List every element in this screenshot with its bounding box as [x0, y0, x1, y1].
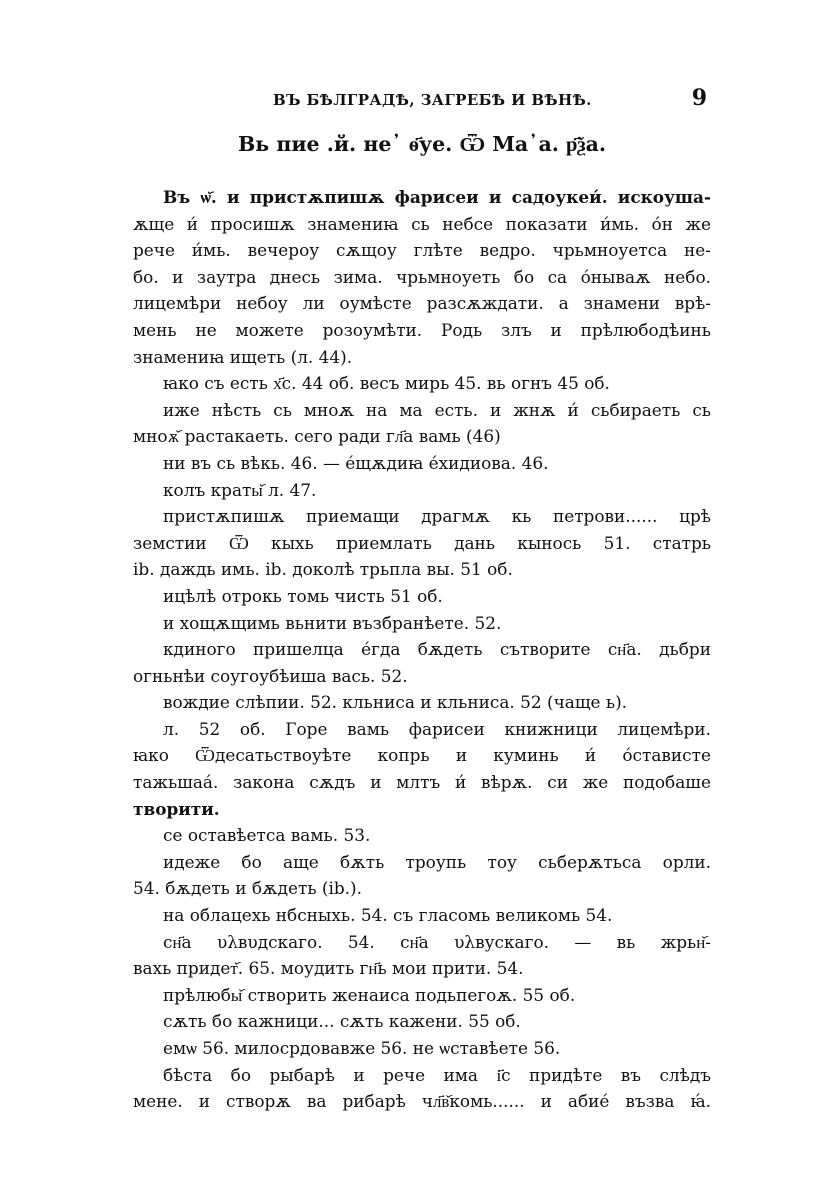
text-line: мноѫ᷃ растакаеть. сего ради гл҃а вамь (46) [133, 426, 501, 447]
text-line: вождие слѣпии. 52. кльниса и кльниса. 52 (чаще ь). [163, 692, 628, 713]
text-line: идеже бо аще бѫть троупь тоу сьберѫтьса орли. [163, 851, 711, 872]
section-heading: Вь пие .й. не᾽ ѳ҃уе. Ѿ Ма᾽а. р҃ѯа. [237, 132, 607, 156]
text-line: и хощѫщимь вьнити възбранѣете. 52. [163, 612, 502, 633]
text-line: вахь придет᷃. 65. моудить гн҃ь мои прити. 54. [133, 958, 524, 979]
page-number: 9 [691, 85, 707, 111]
text-line: прѣлюбы᷃ створить женаиса подьпегоѫ. 55 об. [163, 984, 576, 1005]
text-line: иже нѣсть сь мноѫ на ма есть. и жнѫ и́ сьбираеть сь [163, 399, 711, 420]
text-line: лицемѣри небоу ли оумѣсте разсѫждати. а знамени врѣ- [133, 293, 711, 314]
text-line: сѫть бо кажници... сѫть кажени. 55 об. [163, 1011, 521, 1032]
text-line: ib. даждь имь. ib. доколѣ трьпла вы. 51 об. [133, 559, 513, 580]
text-line: земстии Ѿ кыхь приемлать дань кынось 51. статрь [133, 532, 711, 553]
text-line: колъ краты᷃ л. 47. [163, 479, 317, 500]
text-line: л. 52 об. Горе вамь фарисеи книжници лицемѣри. [163, 718, 711, 739]
text-line: пристѫпишѫ приемащи драгмѫ кь петрови...... црѣ [163, 506, 711, 527]
text-line: Въ ѡ᷃. и пристѫпишѫ фарисеи и садоукеи́. искоуша- [163, 187, 711, 207]
text-line: огньнѣи соугоубѣиша вась. 52. [133, 665, 408, 686]
text-line: ꙗко Ѿдесатьствоуѣте копрь и куминь и́ о́стависте [133, 745, 711, 766]
text-line: ицѣлѣ отрокь томь чисть 51 об. [163, 585, 443, 606]
page-header [133, 85, 711, 122]
text-line: рече и́мь. вечероу сѫщоу глѣте ведро. чрьмноуетса не- [133, 240, 711, 261]
book-page [133, 85, 711, 1115]
text-line: ꙗко съ есть х҃с. 44 об. весъ мирь 45. вь огнъ 45 об. [163, 373, 610, 394]
text-line: на облацехь нбсныхь. 54. съ гласомь великомь 54. [163, 905, 613, 926]
text-line: кдиного пришелца е́гда бѫдеть сътворите сн҃а. дьбри [163, 639, 711, 660]
text-body [133, 184, 711, 1115]
text-line: сн҃а υλвυдскаго. 54. сн҃а υλвускаго. — вь жрьн᷃- [163, 931, 711, 952]
text-line: мень не можете розоумѣти. Родь злъ и прѣлюбодѣинь [133, 319, 711, 340]
text-line: ни въ сь вѣкь. 46. — е́щѫдиꙗ е́хидиова. 46. [163, 452, 549, 473]
text-line: 54. бѫдеть и бѫдеть (ib.). [133, 878, 363, 899]
text-line: бо. и заутра днесь зима. чрьмноуеть бо са о́нываѫ небо. [133, 266, 711, 287]
text-line: бѣста бо рыбарѣ и рече има і҃с придѣте въ слѣдъ [163, 1064, 711, 1085]
running-title: ВЪ БѢЛГРАДѢ, ЗАГРЕБѢ И ВѢНѢ. [273, 91, 592, 109]
text-line: творити. [133, 798, 220, 819]
text-line: тажьшаа́. закона сѫдъ и млтъ и́ вѣрѫ. си же подобаше [133, 772, 711, 793]
text-line: се оставѣетса вамь. 53. [163, 825, 371, 846]
text-line: мене. и створѫ ва рибарѣ чл҃в᷃комь...... и абие́ възва ꙗ́. [133, 1091, 711, 1112]
text-line: ѫще и́ просишѫ знамениꙗ сь небсе показати и́мь. о́н же [133, 213, 711, 234]
text-line: емѡ 56. милосрдовавже 56. не ѡставѣете 56. [163, 1038, 561, 1058]
text-line: знамениꙗ ищеть (л. 44). [133, 346, 353, 367]
